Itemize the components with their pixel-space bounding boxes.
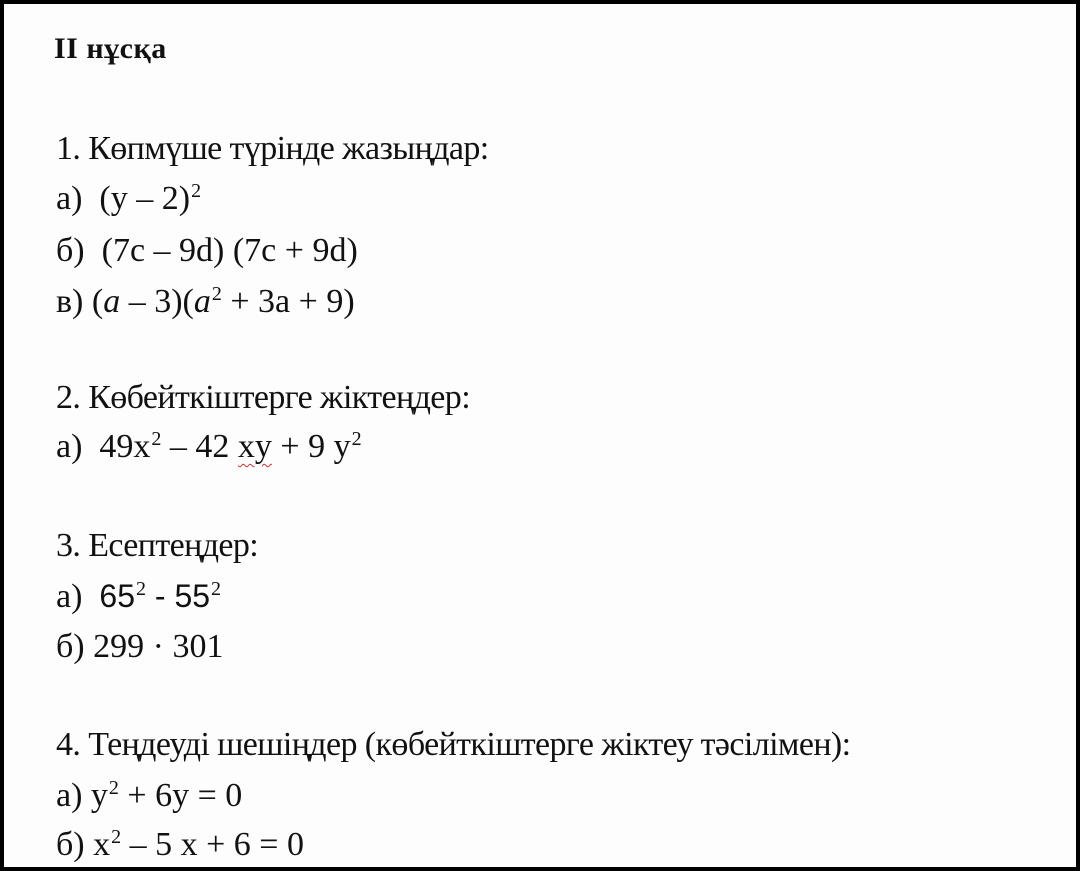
task-4b-exponent: 2 [111,825,122,848]
task-1c-var-a-squared: a [193,283,211,320]
task-3a-term1: 65 [99,578,136,614]
task-1-heading: 1. Көпмүше түрінде жазыңдар: [56,130,489,167]
task-3-heading: 3. Есептеңдер: [56,527,259,564]
task-4b-label: б) [56,826,85,863]
task-3b-label: б) [56,628,85,665]
task-1c-paren-open: ( [91,283,104,320]
task-2a-exponent-2: 2 [351,427,362,450]
task-1c-exponent: 2 [211,282,222,305]
task-4b-term2: – 5 x + 6 = 0 [121,826,304,863]
task-1a-exponent: 2 [191,179,202,202]
task-2a-xy: xy [237,428,272,465]
variant-title: II нұсқа [54,32,167,65]
task-4-heading: 4. Теңдеуді шешіңдер (көбейткіштерге жіктеу тәсілімен): [56,726,851,763]
task-4a-term1: y [90,777,108,814]
task-1a [56,179,202,217]
task-4b-term1: x [93,826,111,863]
task-4a-label: а) [56,777,83,814]
task-2a-term3: + 9 y [271,428,351,465]
task-2a-exponent-1: 2 [151,427,162,450]
task-2-heading: 2. Көбейткіштерге жіктеңдер: [56,379,471,416]
task-1b-label: б) [56,232,85,269]
task-1c-label: в) [56,283,84,320]
task-1c-var-a: a [103,283,121,320]
task-4a-term2: + 6y = 0 [118,777,243,814]
task-2a [56,427,362,465]
document-page [4,4,1076,867]
task-3b [56,630,223,664]
task-2a-term1: 49x [99,428,151,465]
task-1b [56,234,358,268]
task-3b-expr: 299 · 301 [93,628,224,665]
task-3a-exponent-1: 2 [136,577,147,600]
task-1c-middle: – 3)( [120,283,194,320]
task-1b-expr: (7c – 9d) (7c + 9d) [101,232,358,269]
task-1a-expr: (y – 2) [99,180,191,217]
task-3a-label: а) [56,578,83,615]
task-4a [56,776,243,814]
task-4a-exponent: 2 [108,776,119,799]
task-1a-label: а) [56,180,83,217]
task-3a-exponent-2: 2 [211,577,222,600]
task-2a-label: а) [56,428,83,465]
task-1c-rest: + 3a + 9) [221,283,355,320]
task-4b [56,825,304,863]
task-3a [56,577,222,615]
task-3a-term2: - 55 [146,578,211,614]
task-1c [56,282,355,320]
task-2a-term2: – 42 [161,428,238,465]
